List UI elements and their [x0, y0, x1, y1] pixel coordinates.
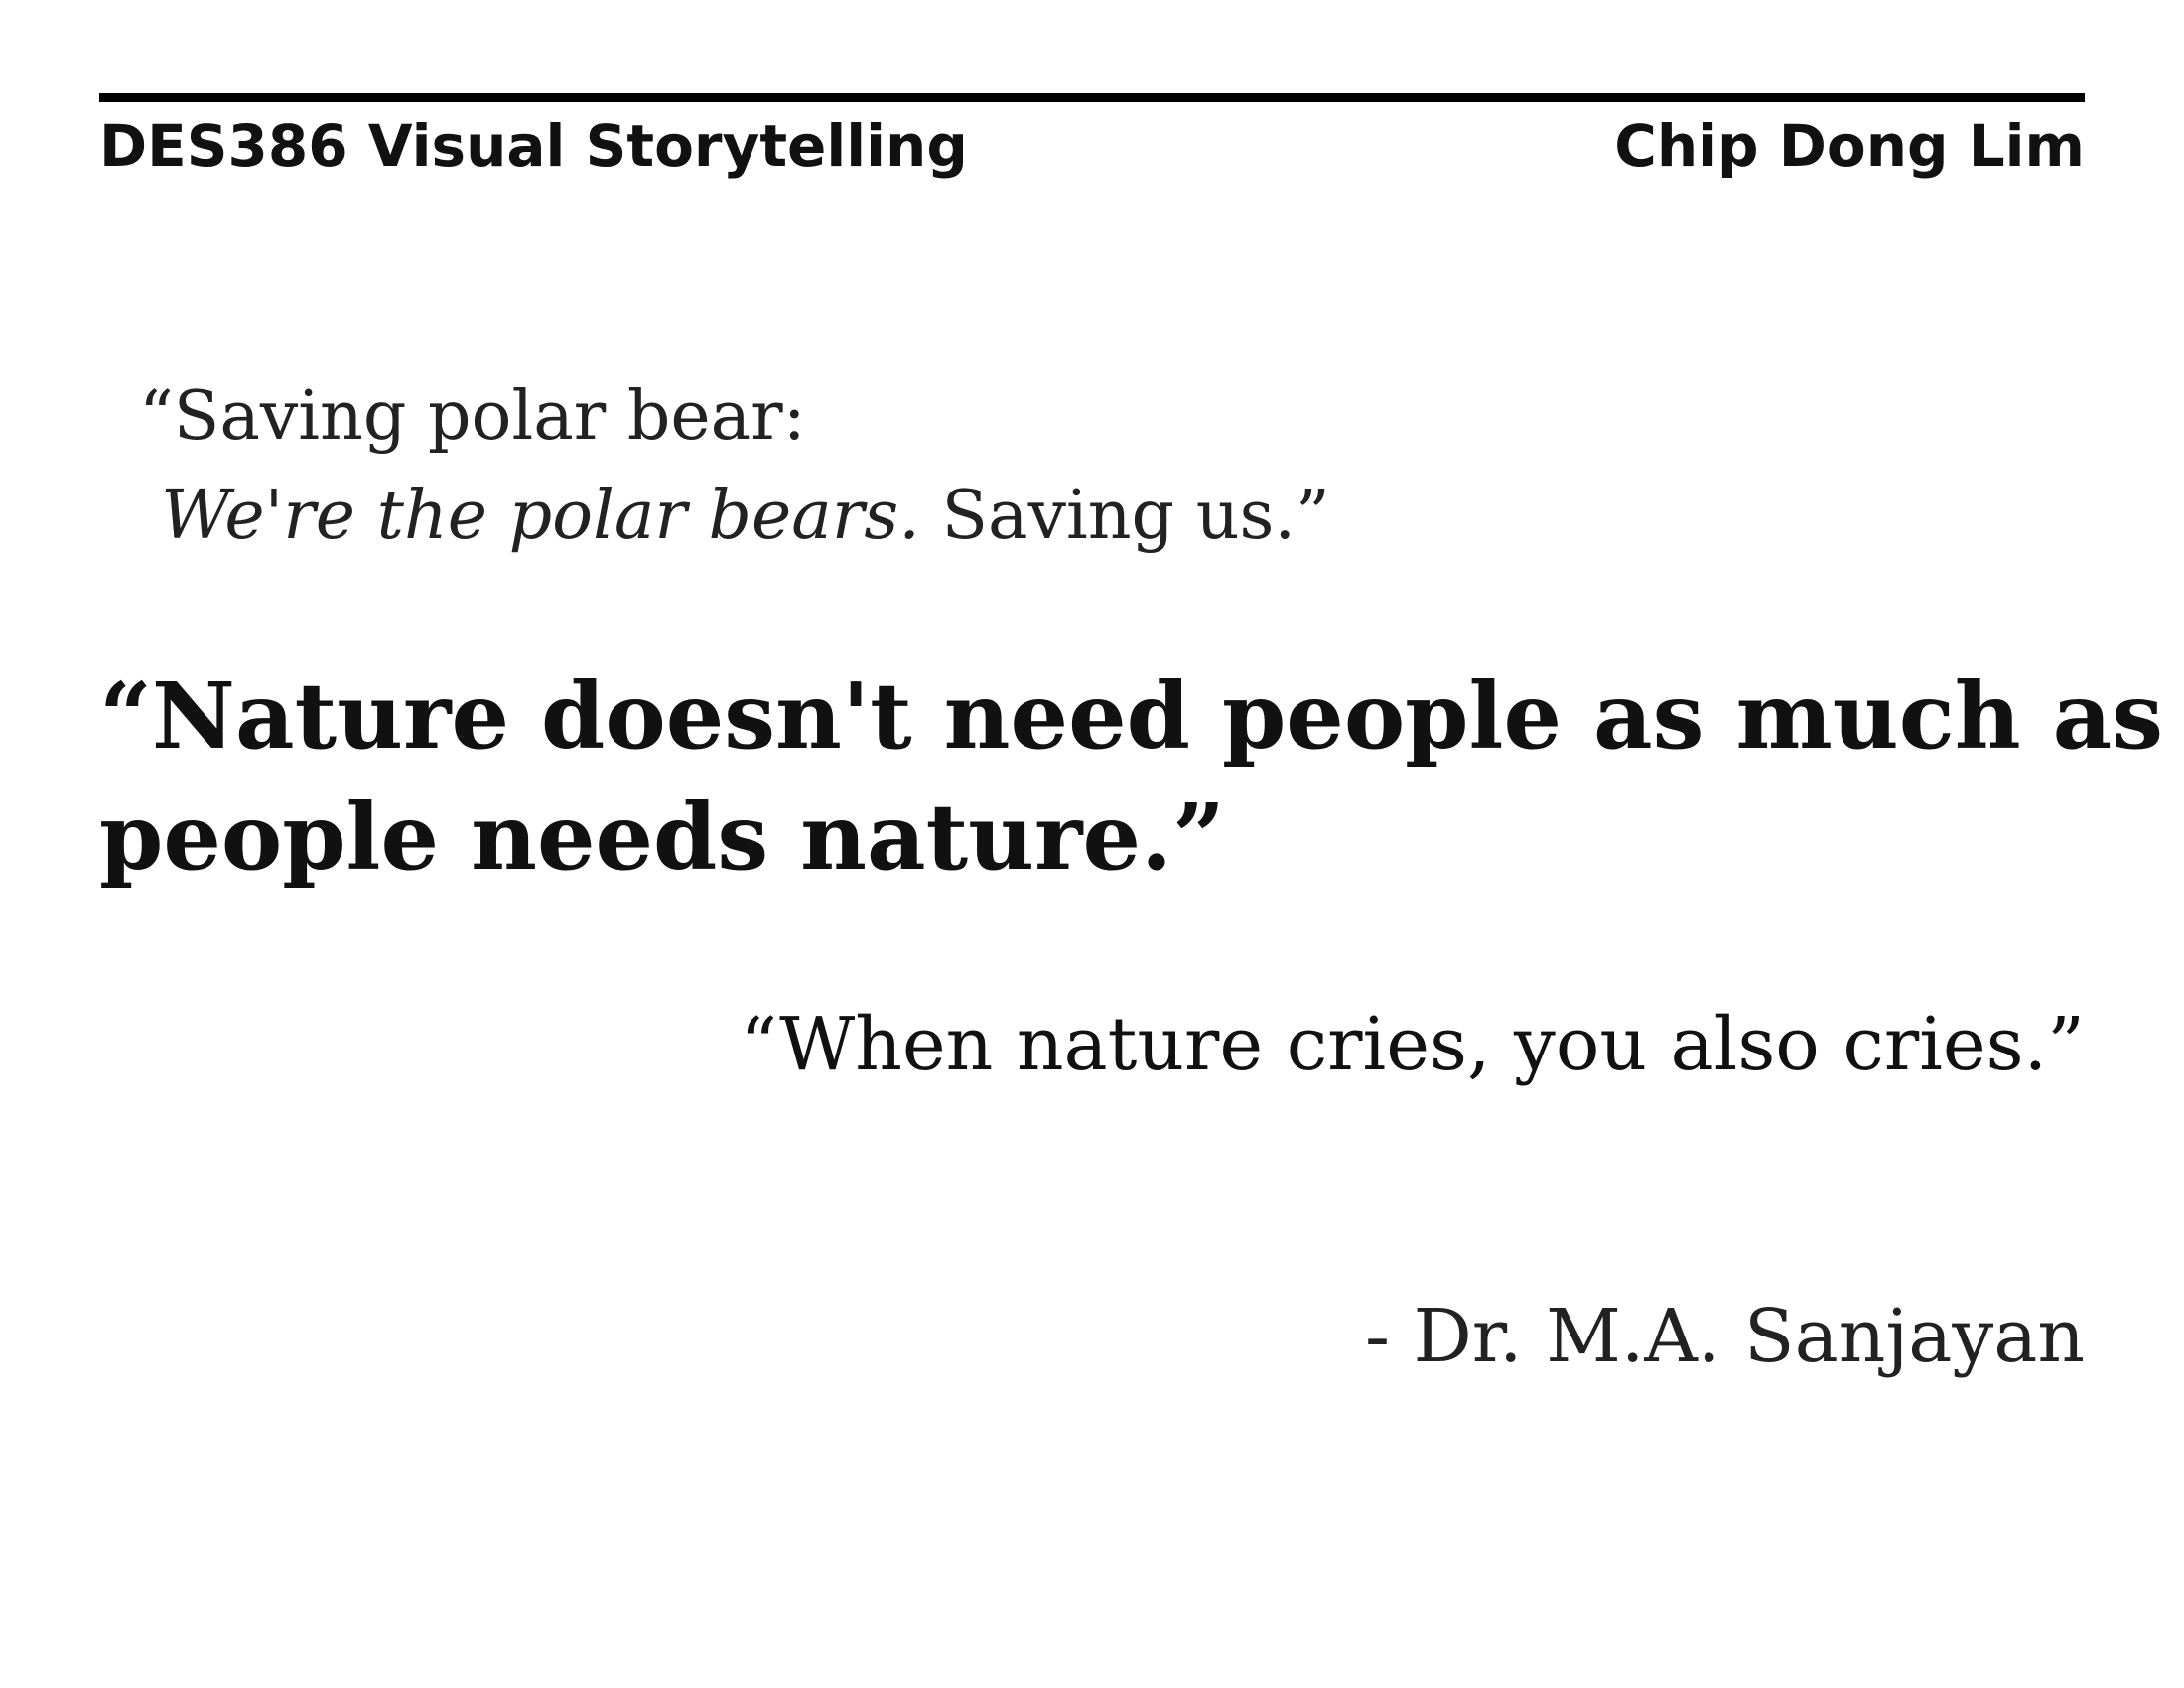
main-quote: [99, 655, 2164, 898]
course-title: DES386 Visual Storytelling: [99, 112, 968, 180]
intro-quote-line-2: [139, 467, 1330, 566]
main-quote-line-2: people needs nature.”: [99, 783, 1226, 891]
header-rule: [99, 93, 2085, 102]
second-quote: “When nature cries, you also cries.”: [740, 1002, 2085, 1087]
intro-quote-italic: We're the polar bears.: [161, 477, 920, 555]
main-quote-line-1: “Nature doesn't need people as much as: [99, 662, 2164, 770]
author-name: Chip Dong Lim: [1614, 112, 2085, 180]
intro-quote-rest: Saving us.”: [919, 477, 1330, 555]
intro-quote: [139, 367, 1330, 566]
quote-attribution: - Dr. M.A. Sanjayan: [1364, 1294, 2085, 1379]
intro-quote-line-1: “Saving polar bear:: [139, 377, 806, 456]
